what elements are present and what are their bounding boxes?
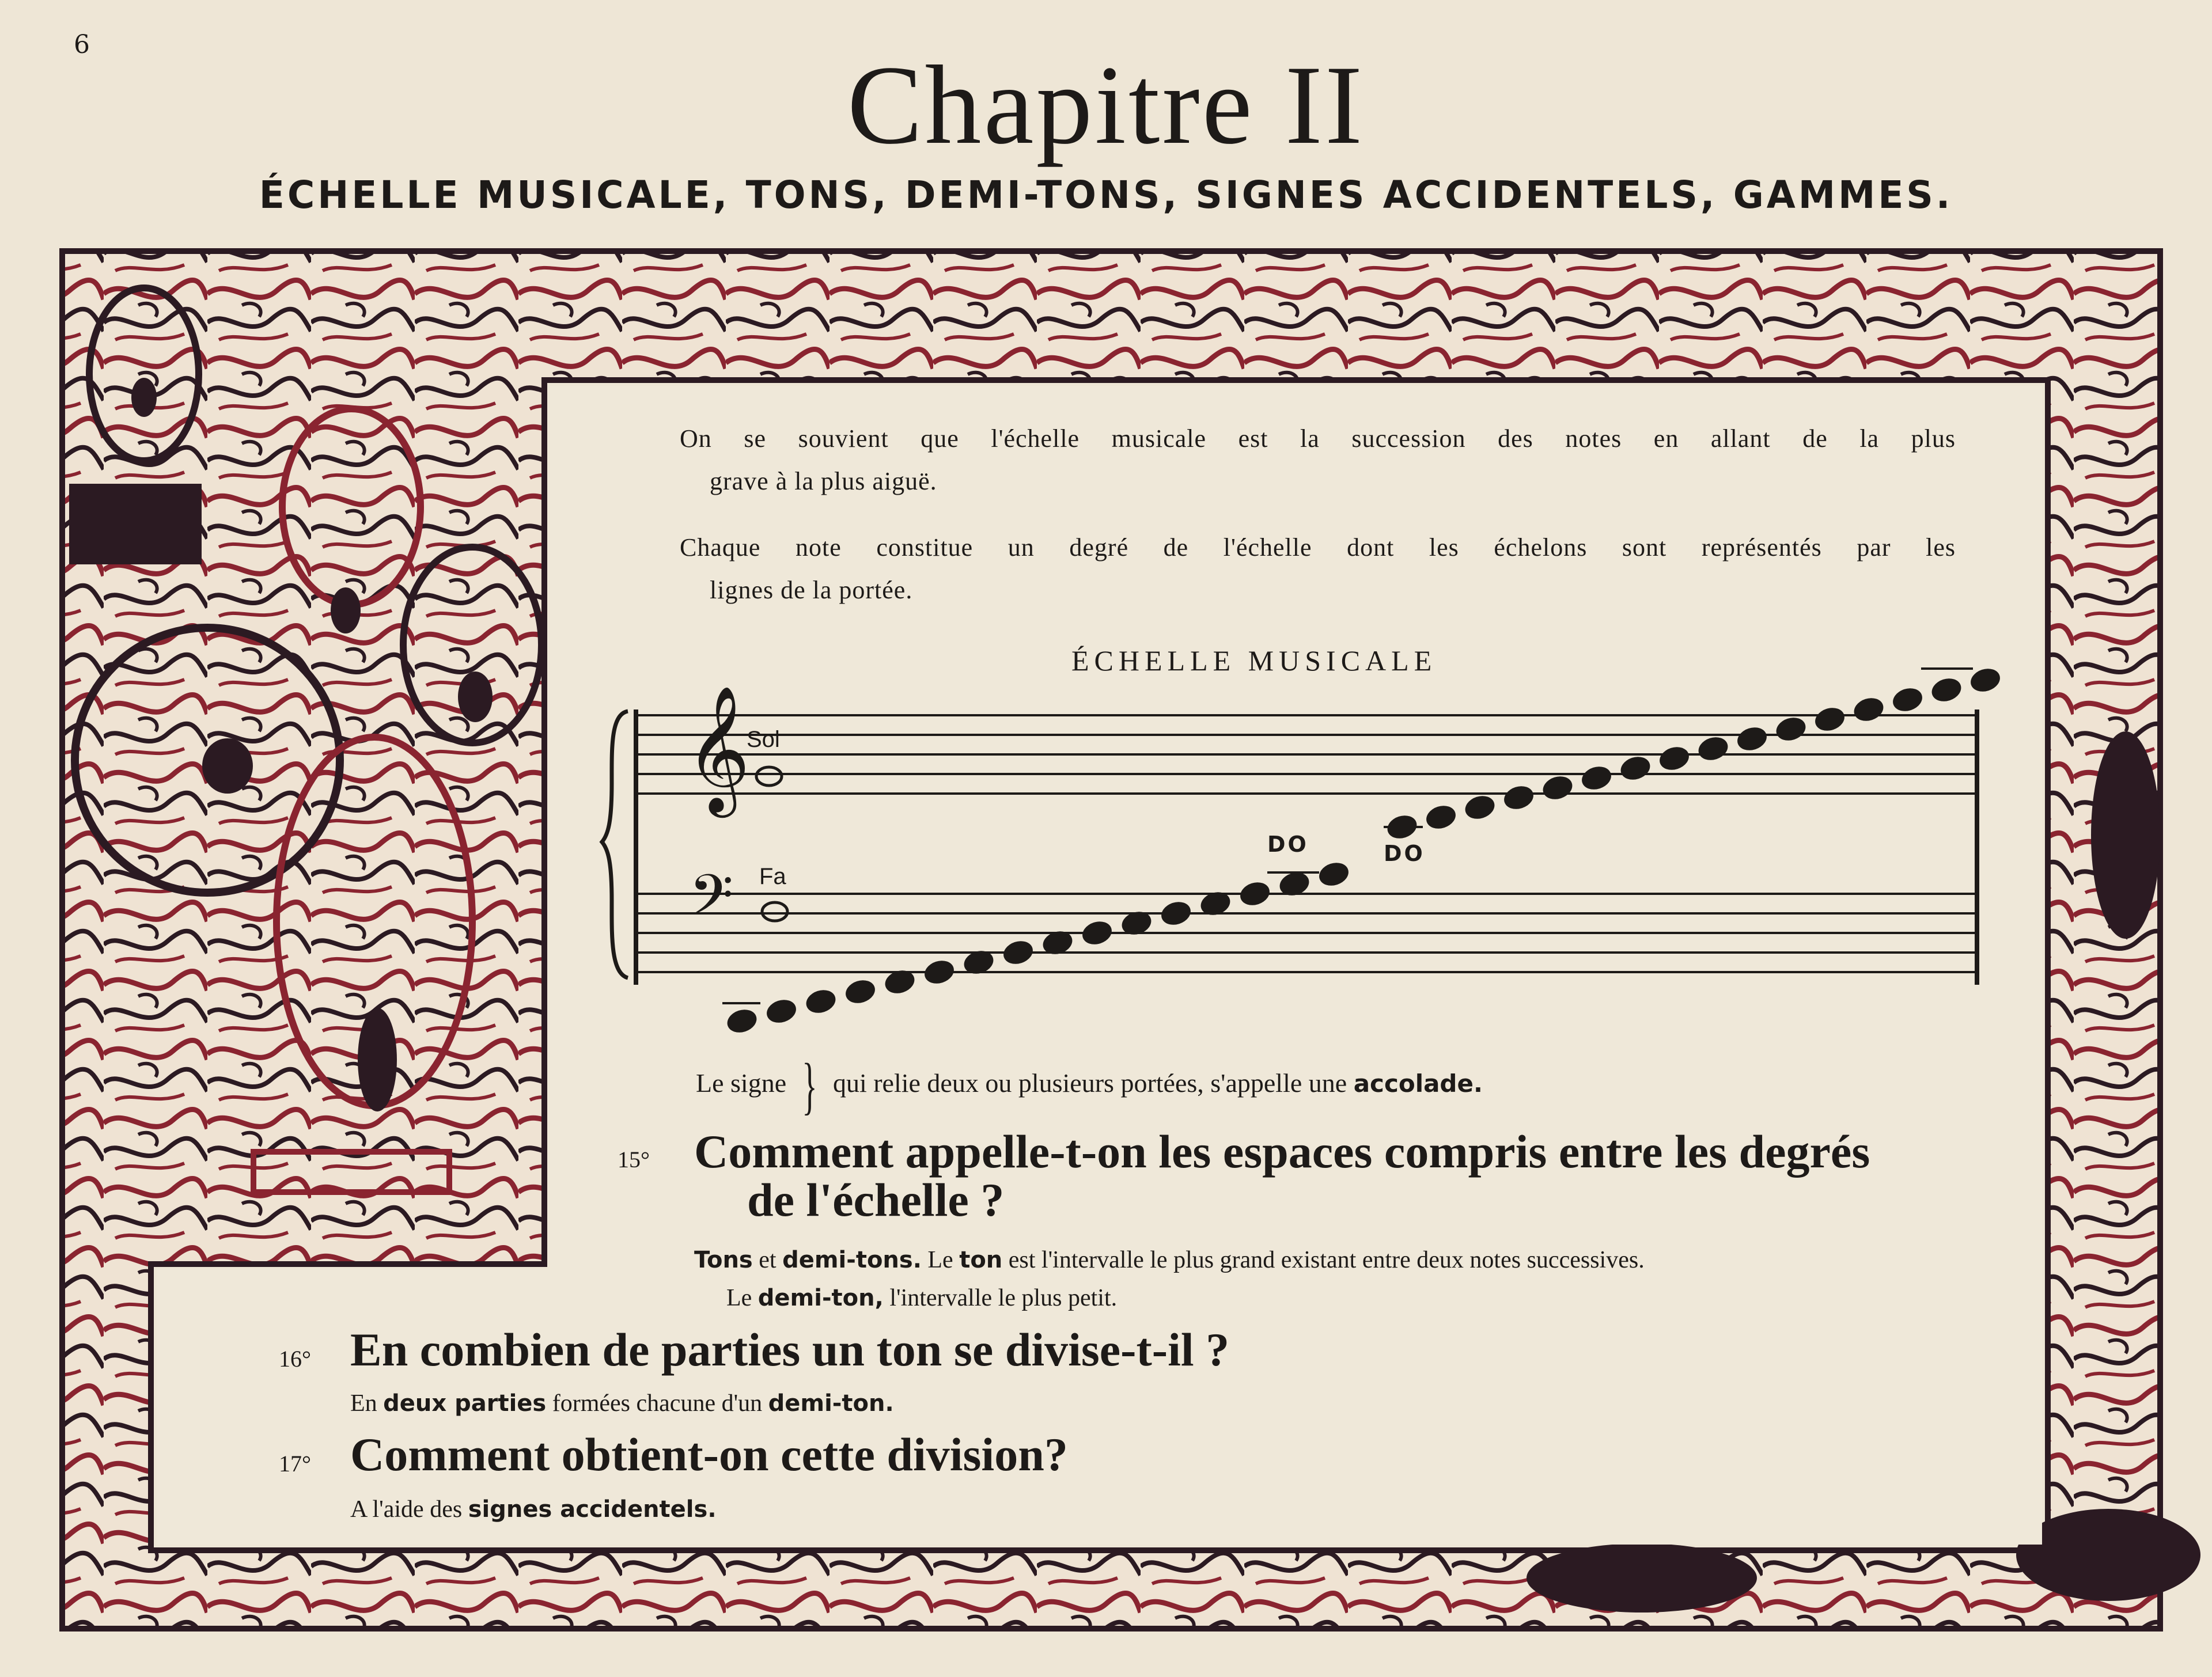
answer-term: demi-ton. [768, 1390, 894, 1417]
intro-line: Chaque note constitue un degré de l'échelle dont les échelons sont représentés par les [680, 533, 1956, 561]
scale-note [1890, 685, 1925, 715]
question-heading: Comment obtient-on cette division? [350, 1428, 1068, 1481]
do-label-bass: DO [1267, 832, 1309, 857]
intro-line: grave à la plus aiguë. [710, 467, 937, 495]
scale-note [843, 977, 878, 1007]
scale-note [1657, 743, 1692, 773]
question-heading [694, 1125, 1870, 1226]
do-label-treble: DO [1384, 841, 1425, 866]
scale-note [764, 996, 799, 1026]
answer-text: l'intervalle le plus petit. [883, 1285, 1118, 1311]
brace-icon: } [802, 1050, 817, 1121]
scale-note [1618, 753, 1653, 783]
accolade-term: accolade. [1353, 1069, 1483, 1098]
accolade-sentence [696, 1049, 1483, 1122]
answer-term: signes accidentels. [468, 1496, 717, 1523]
scale-note [1812, 704, 1847, 734]
question-number: 16° [279, 1346, 311, 1372]
accolade-before: Le signe [696, 1068, 787, 1098]
answer-text: Le [921, 1247, 960, 1273]
scale-note [1579, 763, 1614, 793]
scale-notes [722, 665, 2003, 1036]
scale-note [1968, 665, 2003, 695]
scale-note [1695, 734, 1730, 764]
intro-line: lignes de la portée. [710, 576, 913, 604]
answer-term: Tons [694, 1247, 753, 1273]
answer-text: et [752, 1247, 783, 1273]
answer-text: A l'aide des [350, 1496, 468, 1523]
accolade-after: qui relie deux ou plusieurs portées, s'appelle une [832, 1068, 1347, 1098]
intro-line: On se souvient que l'échelle musicale est la succession des notes en allant de la plus [680, 424, 1956, 453]
question-line: Comment appelle-t-on les espaces compris entre les degrés [694, 1125, 1870, 1178]
bass-clef-icon: 𝄢 [689, 863, 734, 943]
scale-note [1158, 898, 1194, 928]
scale-note [1462, 792, 1497, 822]
question-number: 17° [279, 1451, 311, 1477]
answer-term: demi-ton, [757, 1285, 884, 1311]
scale-note [1501, 783, 1536, 813]
answer-17 [350, 1490, 717, 1528]
answer-text: Le [726, 1285, 758, 1311]
treble-clef-icon: 𝄞 [685, 685, 751, 812]
answer-term: ton [959, 1247, 1003, 1273]
answer-text: formées chacune d'un [546, 1390, 768, 1417]
answer-term: deux parties [383, 1390, 547, 1417]
page-number: 6 [74, 30, 90, 59]
bass-open-note [762, 902, 787, 921]
scale-note [1773, 714, 1808, 744]
treble-open-note [756, 767, 782, 786]
chapter-title: Chapitre II [847, 43, 1365, 168]
answer-text: En [350, 1390, 384, 1417]
question-line: de l'échelle ? [747, 1174, 1005, 1226]
scale-note [1080, 918, 1115, 948]
answer-text: est l'intervalle le plus grand existant entre deux notes successives. [1002, 1247, 1645, 1273]
scale-note [1734, 724, 1770, 754]
scale-note [1851, 695, 1886, 724]
scale-note [1540, 773, 1575, 803]
answer-15 [694, 1241, 1961, 1317]
scale-note [1423, 802, 1459, 832]
accolade-brace [602, 711, 628, 978]
scale-note [1929, 675, 1964, 705]
scale-note [1237, 879, 1272, 909]
answer-16 [350, 1384, 894, 1422]
question-heading: En combien de parties un ton se divise-t-il ? [350, 1323, 1230, 1376]
scale-note [803, 987, 838, 1016]
scale-title: ÉCHELLE MUSICALE [1071, 644, 1437, 677]
chapter-subtitle: ÉCHELLE MUSICALE, TONS, DEMI-TONS, SIGNES ACCIDENTELS, GAMMES. [259, 173, 1953, 217]
scale-note [922, 957, 957, 987]
bass-label: Fa [759, 864, 786, 889]
question-number: 15° [618, 1147, 650, 1173]
scale-note [724, 1006, 759, 1036]
scale-note [1316, 859, 1351, 889]
scale-note [1001, 938, 1036, 967]
treble-label: Sol [747, 727, 780, 752]
answer-term: demi-tons. [782, 1247, 922, 1273]
